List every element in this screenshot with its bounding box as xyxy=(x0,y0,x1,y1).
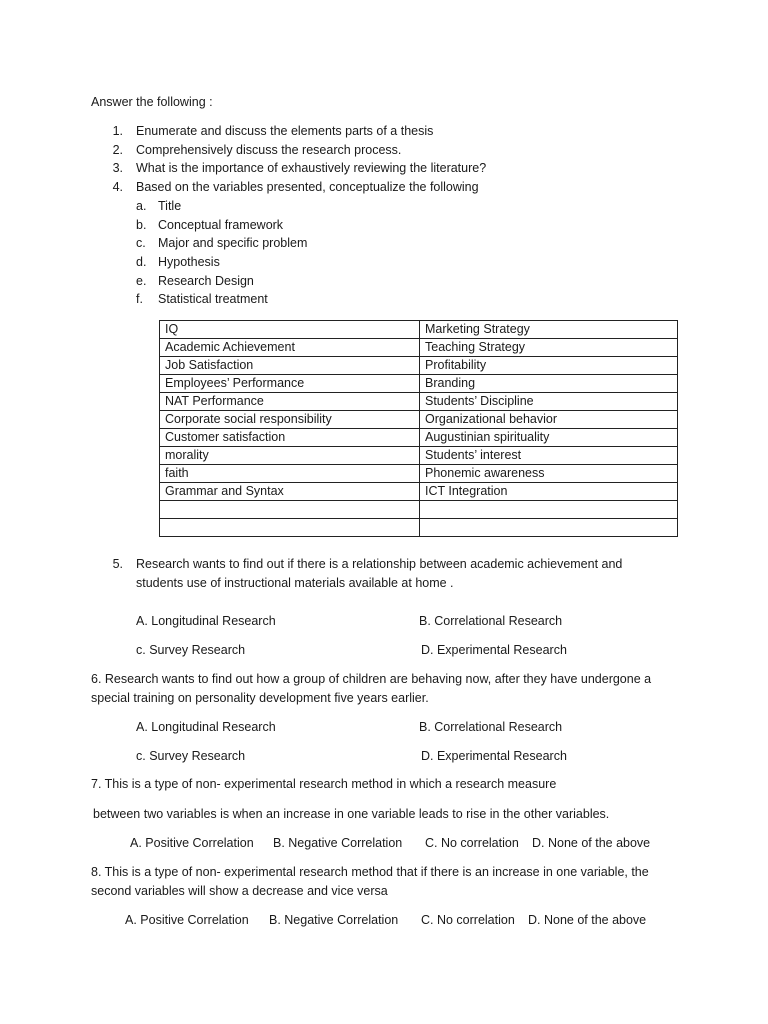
subitem-letter: b. xyxy=(136,218,147,232)
question-text: Enumerate and discuss the elements parts of a thesis xyxy=(136,124,434,138)
q6-choice-a: A. Longitudinal Research xyxy=(136,720,276,734)
q7-choice-d: D. None of the above xyxy=(532,836,651,850)
table-cell: Customer satisfaction xyxy=(160,429,420,447)
question-7-text-cont: between two variables is when an increase in one variable leads to rise in the other variables. xyxy=(93,807,610,821)
table-cell: faith xyxy=(160,465,420,483)
table-cell: Phonemic awareness xyxy=(420,465,678,483)
table-row xyxy=(160,429,678,447)
q8-choice-a: A. Positive Correlation xyxy=(125,913,249,927)
subitem-text: Conceptual framework xyxy=(158,218,284,232)
table-cell: Job Satisfaction xyxy=(160,357,420,375)
table-row xyxy=(160,501,678,519)
q5-choice-a: A. Longitudinal Research xyxy=(136,614,276,628)
variables-table xyxy=(159,320,678,537)
q5-choice-d: D. Experimental Research xyxy=(421,643,567,657)
question-text: What is the importance of exhaustively reviewing the literature? xyxy=(136,161,487,175)
q5-choice-c: c. Survey Research xyxy=(136,643,246,657)
table-row xyxy=(160,393,678,411)
table-cell: NAT Performance xyxy=(160,393,420,411)
subitem-letter: e. xyxy=(136,274,147,288)
table-cell: Profitability xyxy=(420,357,678,375)
subitem-letter: d. xyxy=(136,255,147,269)
table-cell: Students’ Discipline xyxy=(420,393,678,411)
table-cell: Students’ interest xyxy=(420,447,678,465)
question-7-text: 7. This is a type of non- experimental research method in which a research measure xyxy=(91,777,557,791)
table-row xyxy=(160,519,678,537)
q6-choice-c: c. Survey Research xyxy=(136,749,246,763)
table-cell xyxy=(160,501,420,519)
q7-choice-b: B. Negative Correlation xyxy=(273,836,403,850)
q5-choice-b: B. Correlational Research xyxy=(419,614,563,628)
table-cell: Employees’ Performance xyxy=(160,375,420,393)
question-6-text: 6. Research wants to find out how a group of children are behaving now, after they have undergone a xyxy=(91,672,652,686)
table-cell: Corporate social responsibility xyxy=(160,411,420,429)
table-cell: Grammar and Syntax xyxy=(160,483,420,501)
q7-choice-a: A. Positive Correlation xyxy=(130,836,254,850)
question-8-text-cont: second variables will show a decrease and vice versa xyxy=(91,884,388,898)
subitem-letter: c. xyxy=(136,236,146,250)
question-number: 3. xyxy=(112,161,123,175)
table-cell: Teaching Strategy xyxy=(420,339,678,357)
subitem-text: Major and specific problem xyxy=(158,236,308,250)
table-row xyxy=(160,321,678,339)
table-row xyxy=(160,447,678,465)
table-cell: Organizational behavior xyxy=(420,411,678,429)
subitem-letter: f. xyxy=(136,292,143,306)
question-text: Based on the variables presented, conceptualize the following xyxy=(136,180,479,194)
question-number: 4. xyxy=(112,180,123,194)
question-number: 2. xyxy=(112,143,123,157)
q7-choice-c: C. No correlation xyxy=(425,836,519,850)
q6-choice-b: B. Correlational Research xyxy=(419,720,563,734)
table-cell xyxy=(420,519,678,537)
subitem-text: Statistical treatment xyxy=(158,292,268,306)
table-row xyxy=(160,465,678,483)
instructions-heading: Answer the following : xyxy=(91,95,213,109)
table-cell: Academic Achievement xyxy=(160,339,420,357)
q6-choice-d: D. Experimental Research xyxy=(421,749,567,763)
subitem-text: Research Design xyxy=(158,274,254,288)
subitem-text: Title xyxy=(158,199,182,213)
question-number: 1. xyxy=(112,124,123,138)
table-row xyxy=(160,375,678,393)
subitem-letter: a. xyxy=(136,199,147,213)
table-cell: Branding xyxy=(420,375,678,393)
question-5-text-cont: students use of instructional materials available at home . xyxy=(136,576,454,590)
table-cell xyxy=(420,501,678,519)
table-cell: IQ xyxy=(160,321,420,339)
table-cell: Marketing Strategy xyxy=(420,321,678,339)
question-5-number: 5. xyxy=(112,557,123,571)
table-cell: ICT Integration xyxy=(420,483,678,501)
q8-choice-c: C. No correlation xyxy=(421,913,515,927)
question-5-text: Research wants to find out if there is a relationship between academic achievement and xyxy=(136,557,623,571)
table-row xyxy=(160,483,678,501)
table-cell: morality xyxy=(160,447,420,465)
question-8-text: 8. This is a type of non- experimental research method that if there is an increase in one variable, the xyxy=(91,865,649,879)
table-row xyxy=(160,411,678,429)
q8-choice-b: B. Negative Correlation xyxy=(269,913,399,927)
question-6-text-cont: special training on personality development five years earlier. xyxy=(91,691,429,705)
subitem-text: Hypothesis xyxy=(158,255,220,269)
table-row xyxy=(160,357,678,375)
q8-choice-d: D. None of the above xyxy=(528,913,647,927)
question-text: Comprehensively discuss the research process. xyxy=(136,143,402,157)
table-row xyxy=(160,339,678,357)
table-cell: Augustinian spirituality xyxy=(420,429,678,447)
table-cell xyxy=(160,519,420,537)
